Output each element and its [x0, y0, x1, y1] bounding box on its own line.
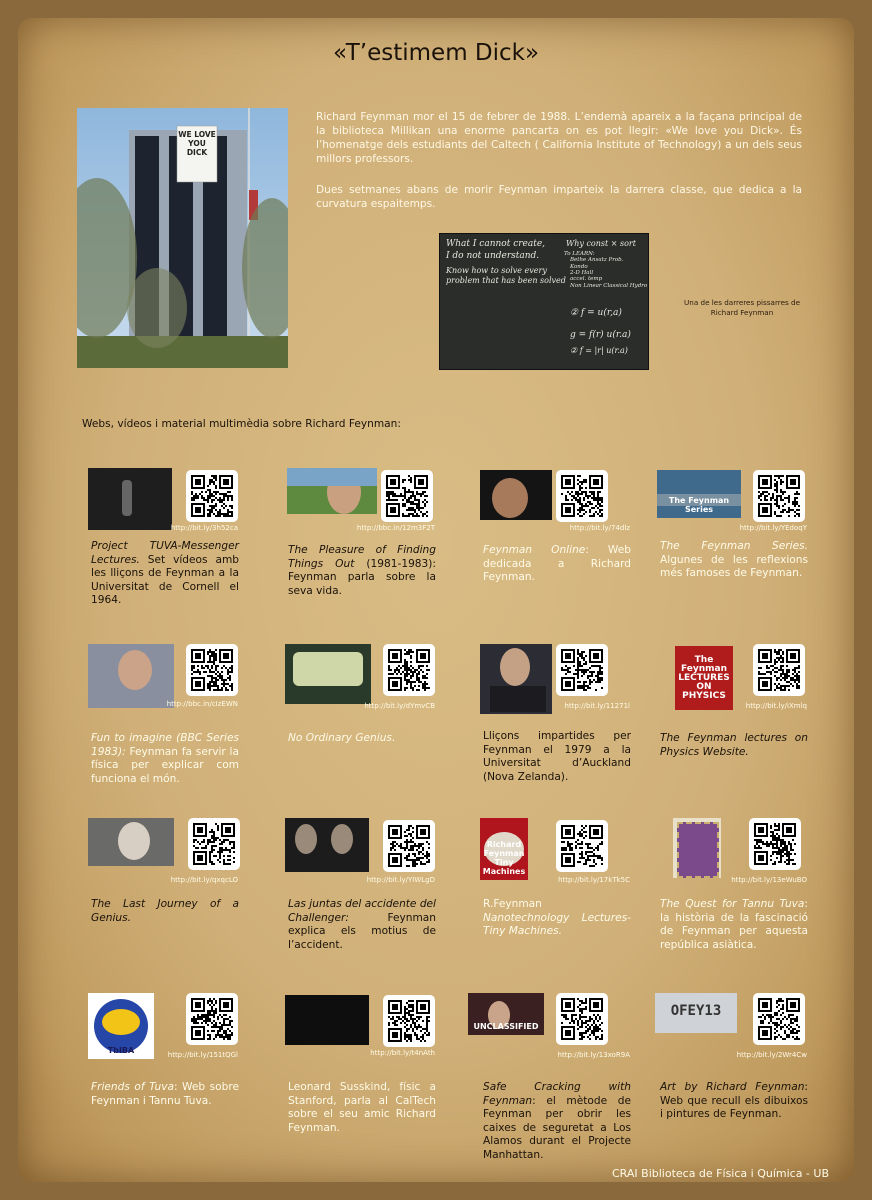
resource-description — [91, 732, 239, 786]
resource-description — [660, 732, 808, 759]
short-url-link[interactable]: http://bit.ly/qxqcLO — [170, 876, 238, 884]
thumb-caption: OFEY13 — [670, 1003, 722, 1019]
footer-credit: CRAI Biblioteca de Física i Química - UB — [612, 1167, 829, 1180]
resource-title[interactable]: Nanotechnology Lectures-Tiny Machines. — [483, 911, 631, 938]
blackboard-line: ② f = u(r,a) — [570, 308, 622, 318]
resource-title[interactable]: The Pleasure of Finding Things Out — [288, 544, 436, 570]
short-url-link[interactable]: http://bbc.in/12m3F2T — [356, 524, 435, 532]
page-title: «T’estimem Dick» — [332, 40, 540, 66]
resource-text: : la història de la fascinació de Feynman per aquesta república asiàtica. — [660, 898, 808, 951]
qr-code-icon[interactable] — [753, 644, 805, 696]
qr-code-icon[interactable] — [186, 644, 238, 696]
qr-code-icon[interactable] — [383, 644, 435, 696]
video-thumbnail[interactable] — [285, 818, 369, 872]
resource-text: : el mètode de Feynman per obrir les caixes de seguretat a Los Alamos durant el Projecte Manhattan. — [483, 1094, 631, 1161]
resource-title[interactable]: Project TUVA-Messenger Lectures. — [91, 540, 239, 566]
resource-description — [660, 540, 808, 581]
video-thumbnail[interactable] — [88, 468, 172, 530]
resource-title[interactable]: Safe Cracking with Feynman — [483, 1081, 631, 1107]
thumb-caption: Richard Feynman Tiny Machines — [482, 840, 526, 876]
resource-title[interactable]: Las juntas del accidente del Challenger: — [288, 898, 437, 924]
qr-code-icon[interactable] — [556, 644, 608, 696]
video-thumbnail[interactable] — [675, 646, 733, 710]
intro-paragraph-2: Dues setmanes abans de morir Feynman imparteix la darrera classe, que dedica a la curvatura espaitemps. — [316, 184, 802, 210]
resource-description — [288, 898, 436, 952]
video-thumbnail[interactable] — [88, 644, 174, 708]
resource-description — [660, 1081, 808, 1122]
short-url-link[interactable]: http://bbc.in/cIzEWN — [166, 700, 238, 708]
resource-text: Feynman fa servir la física per explicar com funciona el món. — [91, 745, 239, 785]
blackboard-line: Non Linear Classical Hydro — [570, 283, 648, 289]
blackboard-line: Know how to solve every — [446, 266, 547, 275]
resource-description — [660, 898, 808, 952]
thumb-caption: The Feynman LECTURES ON PHYSICS — [678, 655, 730, 701]
qr-code-icon[interactable] — [753, 993, 805, 1045]
video-thumbnail[interactable] — [88, 993, 154, 1059]
resource-title[interactable]: The Last Journey of a Genius. — [91, 898, 239, 924]
blackboard-line: accel. temp — [570, 276, 603, 282]
blackboard-line: ② f = |r| u(r.a) — [570, 346, 628, 355]
short-url-link[interactable]: http://bit.ly/iXmlq — [745, 702, 807, 710]
blackboard-line: I do not understand. — [446, 251, 540, 261]
thumb-caption: UNCLASSIFIED — [473, 1022, 539, 1031]
resource-description — [288, 732, 436, 746]
resource-title[interactable]: No Ordinary Genius. — [288, 732, 396, 744]
blackboard-photo — [439, 233, 649, 370]
intro-paragraph-1: Richard Feynman mor el 15 de febrer de 1988. L’endemà apareix a la façana principal de la biblioteca Millikan una enorme pancarta on es pot llegir: «We love you Dick». És l’homenatge dels estudiants del Caltech ( California Institute of Technology) a un dels seus millors professors. — [316, 111, 802, 165]
resource-title[interactable]: Friends of Tuva — [91, 1081, 174, 1093]
resource-description — [483, 1081, 631, 1163]
video-thumbnail[interactable] — [468, 993, 544, 1035]
resource-description — [288, 1081, 436, 1135]
resource-title[interactable]: The Quest for Tannu Tuva — [660, 898, 805, 910]
video-thumbnail[interactable] — [88, 818, 174, 866]
resource-description — [91, 898, 239, 925]
video-thumbnail[interactable] — [480, 818, 528, 880]
resource-title[interactable]: Art by Richard Feynman — [660, 1081, 805, 1093]
section-label: Webs, vídeos i material multimèdia sobre Richard Feynman: — [82, 418, 401, 430]
blackboard-line: What I cannot create, — [446, 239, 546, 249]
video-thumbnail[interactable] — [285, 995, 369, 1045]
blackboard-line: problem that has been solved — [446, 276, 566, 285]
qr-code-icon[interactable] — [383, 995, 435, 1047]
qr-code-icon[interactable] — [556, 993, 608, 1045]
blackboard-line: To LEARN: — [564, 251, 595, 257]
short-url-link[interactable]: http://bit.ly/151tQGl — [167, 1051, 238, 1059]
blackboard-caption: Una de les darreres pissarres de Richard Feynman — [684, 298, 800, 317]
resource-text: : Web dedicada a Richard Feynman. — [483, 544, 631, 584]
short-url-link[interactable]: http://bit.ly/74dlz — [569, 524, 630, 532]
video-thumbnail[interactable] — [285, 644, 371, 704]
resource-title[interactable]: Feynman Online — [483, 544, 586, 556]
resource-text: : Web sobre Feynman i Tannu Tuva. — [91, 1081, 239, 1107]
blackboard-line: Why const × sort — [566, 239, 636, 248]
library-banner-photo — [77, 108, 288, 368]
resource-text: Lliçons impartides per Feynman el 1979 a la Universitat d’Auckland (Nova Zelanda). — [483, 730, 631, 783]
resource-text: Feynman explica els motius de l’accident. — [288, 911, 436, 951]
blackboard-line: Bethe Ansatz Prob. — [570, 257, 624, 263]
qr-code-icon[interactable] — [556, 470, 608, 522]
qr-code-icon[interactable] — [188, 818, 240, 870]
resource-title[interactable]: The Feynman Series. — [660, 540, 808, 552]
qr-code-icon[interactable] — [186, 470, 238, 522]
resource-text: (1981-1983): Feynman parla sobre la seva vida. — [288, 557, 436, 597]
resource-description — [288, 544, 436, 598]
resource-prefix: R.Feynman — [483, 898, 542, 910]
qr-code-icon[interactable] — [556, 820, 608, 872]
resource-text: : Web que recull els dibuixos i pintures de Feynman. — [660, 1081, 808, 1121]
blackboard-line: g = f(r) u(r.a) — [570, 330, 631, 340]
short-url-link[interactable]: http://bit.ly/3h52ca — [170, 524, 238, 532]
short-url-link[interactable]: http://bit.ly/13eWuBO — [731, 876, 807, 884]
qr-code-icon[interactable] — [749, 818, 801, 870]
short-url-link[interactable]: http://bit.ly/YEdoqY — [739, 524, 807, 532]
thumb-caption: TbIBA — [107, 1046, 135, 1055]
video-thumbnail[interactable] — [287, 468, 377, 514]
qr-code-icon[interactable] — [753, 470, 805, 522]
short-url-link[interactable]: http://bit.ly/17kTk5C — [558, 876, 630, 884]
resource-title[interactable]: Fun to imagine (BBC Series 1983): — [91, 732, 239, 758]
blackboard-line: 2-D Hall — [570, 270, 594, 276]
building-sign-text: WE LOVE YOU DICK — [178, 130, 216, 157]
qr-code-icon[interactable] — [383, 820, 435, 872]
resource-description — [91, 540, 239, 608]
resource-text: Algunes de les reflexions més famoses de Feynman. — [660, 553, 808, 580]
resource-title[interactable]: The Feynman lectures on Physics Website. — [660, 732, 808, 758]
video-thumbnail[interactable] — [673, 818, 721, 878]
short-url-link[interactable]: http://bit.ly/YIWLgD — [366, 876, 435, 884]
short-url-link[interactable]: http://bit.ly/t4nAth — [370, 1049, 435, 1057]
short-url-link[interactable]: http://bit.ly/11271l — [564, 702, 630, 710]
resource-description — [483, 898, 631, 939]
video-thumbnail[interactable] — [657, 470, 741, 518]
video-thumbnail[interactable] — [655, 993, 737, 1033]
resource-description — [91, 1081, 239, 1108]
resource-description — [483, 730, 631, 784]
video-thumbnail[interactable] — [480, 470, 552, 520]
short-url-link[interactable]: http://bit.ly/13xoR9A — [557, 1051, 630, 1059]
resource-text: Set vídeos amb les lliçons de Feynman a la Universitat de Cornell el 1964. — [91, 553, 239, 607]
blackboard-line: Kondo — [570, 264, 588, 270]
qr-code-icon[interactable] — [381, 470, 433, 522]
resource-description — [483, 544, 631, 585]
resource-text: Leonard Susskind, físic a Stanford, parla al CalTech sobre el seu amic Richard Feynman. — [288, 1081, 436, 1134]
short-url-link[interactable]: http://bit.ly/dYmvCB — [364, 702, 435, 710]
thumb-caption: The Feynman Series — [668, 496, 730, 514]
qr-code-icon[interactable] — [186, 993, 238, 1045]
short-url-link[interactable]: http://bit.ly/2Wr4Cw — [736, 1051, 807, 1059]
